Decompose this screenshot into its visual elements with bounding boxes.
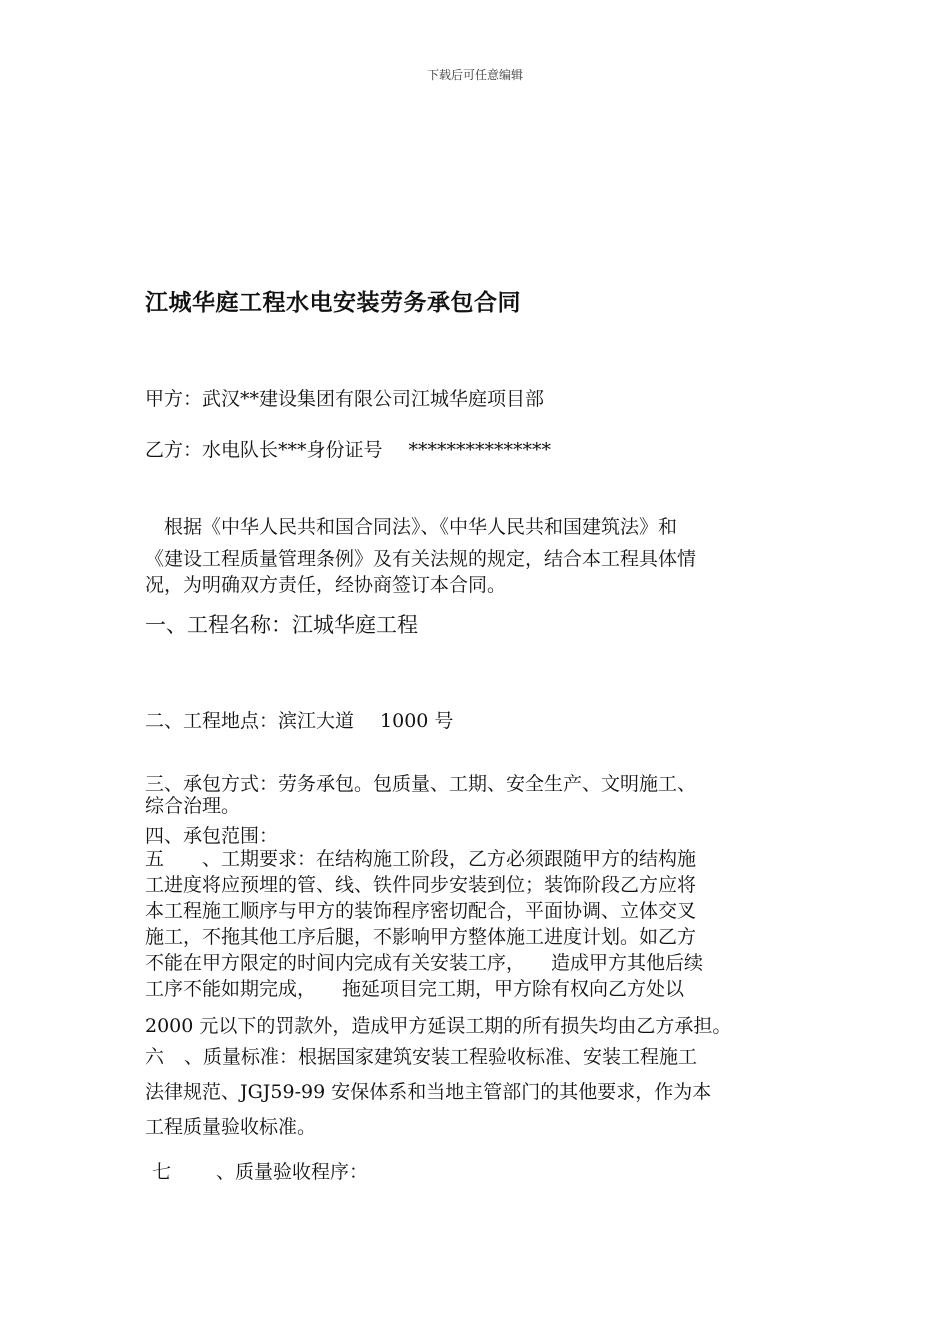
party-b-id-number: ***************: [408, 439, 552, 461]
section-5-line-5a: 不能在甲方限定的时间内完成有关安装工序，: [145, 952, 526, 974]
section-7-number: 七: [152, 1161, 172, 1183]
section-5-schedule: [145, 846, 807, 1039]
section-6-quality-standard: [145, 1040, 807, 1145]
intro-line-2: 《建设工程质量管理条例》及有关法规的规定，结合本工程具体情: [145, 548, 697, 570]
intro-line-1: 根据《中华人民共和国合同法》、《中华人民共和国建筑法》和: [164, 516, 678, 538]
section-5-line-4: 施工，不拖其他工序后腿，不影响甲方整体施工进度计划。如乙方: [145, 926, 697, 948]
section-3-line-2: 综合治理。: [145, 795, 241, 817]
contract-title: 江城华庭工程水电安装劳务承包合同: [145, 289, 521, 316]
section-1-project-name: 一、工程名称：江城华庭工程: [145, 613, 418, 637]
section-5-line-1-text: 、工期要求：在结构施工阶段，乙方必须跟随甲方的结构施: [202, 848, 697, 870]
party-b-label: 乙方：水电队长***身份证号: [145, 439, 383, 461]
section-2-location: [145, 706, 453, 733]
section-4-scope: 四、承包范围：: [145, 825, 279, 847]
section-5-number: 五: [145, 848, 165, 870]
section-6-line-3: 工程质量验收标准。: [145, 1116, 317, 1138]
section-6-number: 六: [145, 1046, 165, 1068]
section-2-label: 二、工程地点：滨江大道: [145, 710, 355, 732]
section-7-acceptance: [152, 1157, 368, 1184]
party-b: [145, 435, 551, 462]
section-5-line-3: 本工程施工顺序与甲方的装饰程序密切配合，平面协调、立体交叉: [145, 900, 697, 922]
section-6-line-1-text: 、质量标准：根据国家建筑安装工程验收标准、安装工程施工: [184, 1046, 698, 1068]
section-5-line-5b: 造成甲方其他后续: [551, 952, 704, 974]
section-6-line-2: 法律规范、JGJ59-99 安保体系和当地主管部门的其他要求，作为本: [145, 1081, 712, 1103]
section-7-text: 、质量验收程序：: [216, 1161, 369, 1183]
section-6-line-1: [145, 1040, 807, 1075]
section-2-number: 1000 号: [380, 710, 454, 732]
section-5-line-7: 2000 元以下的罚款外，造成甲方延误工期的所有损失均由乙方承担。: [145, 1015, 732, 1037]
section-3-contract-mode: [145, 773, 807, 817]
section-3-line-1: 三、承包方式：劳务承包。包质量、工期、安全生产、文明施工、: [145, 773, 697, 795]
intro-paragraph: [145, 511, 807, 601]
header-note: 下载后可任意编辑: [426, 68, 523, 82]
section-5-line-6: [145, 976, 807, 1002]
section-5-line-5: [145, 950, 807, 976]
party-a: 甲方：武汉**建设集团有限公司江城华庭项目部: [145, 388, 545, 410]
section-5-line-2: 工进度将应预埋的管、线、铁件同步安装到位；装饰阶段乙方应将: [145, 874, 697, 896]
section-5-line-6b: 拖延项目完工期，甲方除有权向乙方处以: [342, 978, 685, 1000]
section-5-line-6a: 工序不能如期完成，: [145, 978, 317, 1000]
intro-line-3: 况，为明确双方责任，经协商签订本合同。: [145, 574, 507, 596]
section-5-line-1: [145, 846, 807, 872]
